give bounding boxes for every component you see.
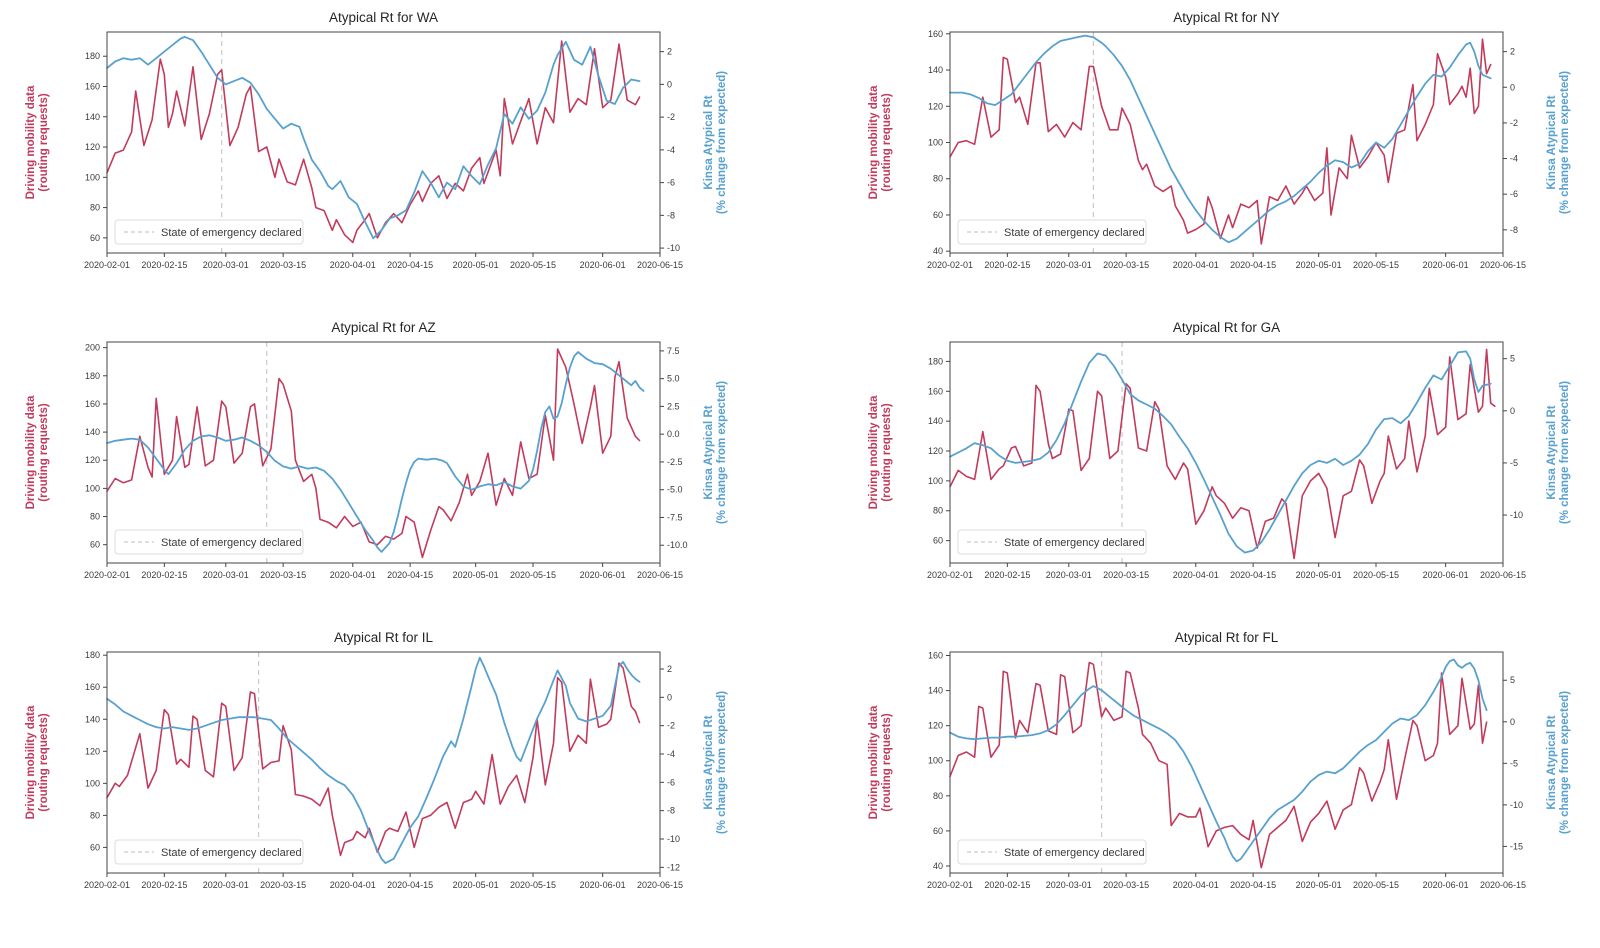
mobility-line <box>107 41 640 242</box>
right-tick-label: -10 <box>667 834 681 844</box>
left-tick-label: 100 <box>927 755 943 766</box>
right-tick-label: -6 <box>1510 189 1519 200</box>
x-tick-label: 2020-02-01 <box>83 260 131 270</box>
x-tick-label: 2020-05-15 <box>509 880 557 890</box>
right-tick-label: 0.0 <box>667 429 680 440</box>
right-tick-label: -2 <box>667 112 676 123</box>
legend-label: State of emergency declared <box>161 537 302 549</box>
x-tick-label: 2020-04-01 <box>1172 880 1219 890</box>
svg-text:Driving mobility data: Driving mobility data <box>25 705 37 820</box>
left-tick-label: 60 <box>932 535 943 546</box>
left-axis-label <box>25 705 50 819</box>
x-tick-label: 2020-02-01 <box>926 570 974 580</box>
left-tick-label: 120 <box>927 101 943 112</box>
legend-label: State of emergency declared <box>1004 227 1145 239</box>
left-tick-label: 80 <box>932 790 943 801</box>
kinsa-line <box>107 352 644 552</box>
kinsa-line <box>950 351 1491 552</box>
x-tick-label: 2020-06-15 <box>1479 570 1527 580</box>
right-tick-label: -10 <box>667 243 681 254</box>
svg-text:(% change from expected): (% change from expected) <box>716 380 728 525</box>
x-tick-label: 2020-02-15 <box>141 880 188 890</box>
right-axis-label <box>1546 691 1571 834</box>
x-tick-label: 2020-04-15 <box>387 570 434 580</box>
left-tick-label: 100 <box>84 483 100 494</box>
legend <box>958 530 1146 554</box>
right-tick-label: 2 <box>667 664 673 674</box>
x-tick-label: 2020-05-15 <box>509 260 557 270</box>
right-tick-label: -8 <box>667 210 676 221</box>
x-tick-label: 2020-02-15 <box>984 880 1031 890</box>
right-tick-label: 0 <box>1510 82 1516 93</box>
left-tick-label: 40 <box>932 860 943 871</box>
kinsa-line <box>107 658 640 863</box>
x-tick-label: 2020-03-01 <box>202 570 249 580</box>
x-tick-label: 2020-05-15 <box>1352 260 1400 270</box>
x-tick-label: 2020-03-01 <box>1045 880 1092 890</box>
x-tick-label: 2020-06-01 <box>579 570 626 580</box>
right-tick-label: -2 <box>1510 117 1519 128</box>
right-axis-label <box>703 691 728 834</box>
x-tick-label: 2020-05-01 <box>1295 570 1342 580</box>
x-tick-label: 2020-06-15 <box>1479 260 1527 270</box>
legend-label: State of emergency declared <box>1004 847 1145 859</box>
x-tick-label: 2020-02-01 <box>83 570 131 580</box>
x-tick-label: 2020-04-01 <box>329 570 376 580</box>
right-tick-label: -8 <box>667 805 676 816</box>
left-tick-label: 120 <box>927 720 943 731</box>
legend <box>115 840 303 864</box>
x-tick-label: 2020-03-15 <box>260 260 307 270</box>
right-axis-label <box>703 381 728 524</box>
left-tick-label: 160 <box>84 682 100 693</box>
svg-text:(% change from expected): (% change from expected) <box>716 70 728 215</box>
right-tick-label: 2 <box>667 46 673 57</box>
left-axis-label <box>868 85 893 199</box>
left-tick-label: 80 <box>932 505 943 516</box>
left-tick-label: 160 <box>84 81 100 92</box>
x-tick-label: 2020-05-15 <box>509 570 557 580</box>
right-tick-label: 5.0 <box>667 373 680 384</box>
svg-text:Driving mobility data: Driving mobility data <box>868 395 880 510</box>
left-tick-label: 80 <box>932 173 943 184</box>
right-tick-label: 0 <box>1510 716 1516 727</box>
x-tick-label: 2020-03-15 <box>260 570 307 580</box>
left-tick-label: 160 <box>927 28 943 39</box>
left-tick-label: 140 <box>84 111 100 122</box>
x-tick-label: 2020-05-01 <box>1295 260 1342 270</box>
chart-fl <box>855 626 1590 916</box>
right-tick-label: -2 <box>667 720 676 731</box>
svg-text:Kinsa Atypical Rt: Kinsa Atypical Rt <box>1546 95 1558 190</box>
svg-text:(% change from expected): (% change from expected) <box>1559 380 1571 525</box>
legend <box>115 220 303 244</box>
chart-title: Atypical Rt for IL <box>333 630 434 645</box>
x-tick-label: 2020-06-01 <box>579 880 626 890</box>
x-tick-label: 2020-02-15 <box>141 260 188 270</box>
x-tick-label: 2020-05-15 <box>1352 570 1400 580</box>
left-axis-label <box>25 85 50 199</box>
x-tick-label: 2020-06-01 <box>1422 570 1469 580</box>
left-tick-label: 100 <box>927 137 943 148</box>
x-tick-label: 2020-06-01 <box>1422 880 1469 890</box>
right-tick-label: -10.0 <box>667 540 688 551</box>
x-tick-label: 2020-03-01 <box>1045 570 1092 580</box>
mobility-line <box>950 350 1495 559</box>
left-tick-label: 160 <box>927 386 943 397</box>
right-tick-label: -4 <box>667 144 676 155</box>
right-tick-label: -10 <box>1510 799 1524 810</box>
left-axis-label <box>868 395 893 509</box>
left-tick-label: 120 <box>84 142 100 153</box>
svg-text:Driving mobility data: Driving mobility data <box>868 85 880 200</box>
left-axis-label <box>868 705 893 819</box>
x-tick-label: 2020-06-15 <box>636 880 684 890</box>
left-tick-label: 180 <box>84 650 100 661</box>
right-tick-label: -8 <box>1510 224 1519 235</box>
x-tick-label: 2020-06-15 <box>1479 880 1527 890</box>
x-tick-label: 2020-03-15 <box>1103 570 1150 580</box>
svg-text:(% change from expected): (% change from expected) <box>716 690 728 835</box>
x-tick-label: 2020-02-15 <box>984 260 1031 270</box>
chart-wa <box>12 6 747 296</box>
right-tick-label: 2 <box>1510 46 1516 57</box>
right-tick-label: -10 <box>1510 510 1524 521</box>
right-tick-label: -5.0 <box>667 484 683 495</box>
left-tick-label: 60 <box>932 825 943 836</box>
left-tick-label: 80 <box>89 511 100 522</box>
right-axis-label <box>1546 381 1571 524</box>
right-tick-label: -15 <box>1510 841 1524 852</box>
x-tick-label: 2020-02-15 <box>141 570 188 580</box>
svg-text:Driving mobility data: Driving mobility data <box>25 85 37 200</box>
x-tick-label: 2020-03-15 <box>1103 880 1150 890</box>
svg-text:(routing requests): (routing requests) <box>38 93 50 192</box>
left-tick-label: 160 <box>927 650 943 661</box>
x-tick-label: 2020-04-01 <box>1172 570 1219 580</box>
svg-text:(% change from expected): (% change from expected) <box>1559 690 1571 835</box>
left-tick-label: 60 <box>89 842 100 853</box>
left-tick-label: 60 <box>932 209 943 220</box>
right-tick-label: 2.5 <box>667 401 680 412</box>
svg-text:(routing requests): (routing requests) <box>38 713 50 812</box>
mobility-line <box>950 663 1487 868</box>
x-tick-label: 2020-03-01 <box>1045 260 1092 270</box>
legend-label: State of emergency declared <box>161 227 302 239</box>
chart-title: Atypical Rt for AZ <box>331 320 436 335</box>
x-tick-label: 2020-02-01 <box>926 260 974 270</box>
right-tick-label: -4 <box>1510 153 1519 164</box>
left-tick-label: 100 <box>927 475 943 486</box>
right-tick-label: 0 <box>667 692 673 703</box>
legend <box>115 530 303 554</box>
x-tick-label: 2020-04-15 <box>1230 880 1277 890</box>
x-tick-label: 2020-06-01 <box>579 260 626 270</box>
right-tick-label: -5 <box>1510 457 1519 468</box>
x-tick-label: 2020-03-15 <box>260 880 307 890</box>
x-tick-label: 2020-05-01 <box>1295 880 1342 890</box>
chart-title: Atypical Rt for WA <box>328 10 439 25</box>
x-tick-label: 2020-04-01 <box>1172 260 1219 270</box>
left-tick-label: 80 <box>89 202 100 213</box>
kinsa-line <box>950 660 1487 862</box>
chart-title: Atypical Rt for FL <box>1174 630 1279 645</box>
left-tick-label: 180 <box>84 370 100 381</box>
x-tick-label: 2020-05-15 <box>1352 880 1400 890</box>
svg-text:Kinsa Atypical Rt: Kinsa Atypical Rt <box>1546 405 1558 500</box>
chart-il <box>12 626 747 916</box>
left-tick-label: 100 <box>84 778 100 789</box>
x-tick-label: 2020-04-01 <box>329 880 376 890</box>
right-tick-label: -5 <box>1510 758 1519 769</box>
left-axis-label <box>25 395 50 509</box>
chart-title: Atypical Rt for NY <box>1173 10 1280 25</box>
chart-ga <box>855 316 1590 606</box>
right-tick-label: -7.5 <box>667 512 683 523</box>
left-tick-label: 140 <box>84 427 100 438</box>
right-tick-label: 5 <box>1510 353 1516 364</box>
chart-az <box>12 316 747 606</box>
svg-text:(routing requests): (routing requests) <box>881 713 893 812</box>
left-tick-label: 140 <box>927 416 943 427</box>
legend-label: State of emergency declared <box>161 847 302 859</box>
x-tick-label: 2020-02-01 <box>926 880 974 890</box>
svg-text:(routing requests): (routing requests) <box>881 93 893 192</box>
svg-text:(routing requests): (routing requests) <box>881 403 893 502</box>
mobility-line <box>107 349 640 557</box>
legend-label: State of emergency declared <box>1004 537 1145 549</box>
svg-text:(% change from expected): (% change from expected) <box>1559 70 1571 215</box>
left-tick-label: 200 <box>84 342 100 353</box>
left-tick-label: 120 <box>84 746 100 757</box>
x-tick-label: 2020-04-15 <box>387 260 434 270</box>
kinsa-line <box>950 36 1491 243</box>
x-tick-label: 2020-03-01 <box>202 260 249 270</box>
chart-title: Atypical Rt for GA <box>1172 320 1281 335</box>
right-tick-label: 5 <box>1510 675 1516 686</box>
x-tick-label: 2020-04-01 <box>329 260 376 270</box>
svg-text:Driving mobility data: Driving mobility data <box>868 705 880 820</box>
x-tick-label: 2020-04-15 <box>387 880 434 890</box>
left-tick-label: 60 <box>89 232 100 243</box>
left-tick-label: 40 <box>932 246 943 257</box>
x-tick-label: 2020-02-01 <box>83 880 131 890</box>
left-tick-label: 60 <box>89 539 100 550</box>
right-tick-label: -6 <box>667 177 676 188</box>
chart-ny <box>855 6 1590 296</box>
x-tick-label: 2020-03-01 <box>202 880 249 890</box>
legend <box>958 840 1146 864</box>
svg-text:Kinsa Atypical Rt: Kinsa Atypical Rt <box>703 715 715 810</box>
x-tick-label: 2020-06-15 <box>636 570 684 580</box>
left-tick-label: 100 <box>84 172 100 183</box>
x-tick-label: 2020-04-15 <box>1230 570 1277 580</box>
x-tick-label: 2020-04-15 <box>1230 260 1277 270</box>
right-tick-label: -4 <box>667 749 676 759</box>
x-tick-label: 2020-05-01 <box>452 880 499 890</box>
right-tick-label: -6 <box>667 777 676 788</box>
right-tick-label: -12 <box>667 862 681 873</box>
left-tick-label: 180 <box>927 356 943 367</box>
right-axis-label <box>703 71 728 214</box>
left-tick-label: 120 <box>927 446 943 457</box>
left-tick-label: 80 <box>89 810 100 821</box>
svg-text:Kinsa Atypical Rt: Kinsa Atypical Rt <box>1546 715 1558 810</box>
x-tick-label: 2020-03-15 <box>1103 260 1150 270</box>
svg-text:Driving mobility data: Driving mobility data <box>25 395 37 510</box>
svg-text:Kinsa Atypical Rt: Kinsa Atypical Rt <box>703 405 715 500</box>
svg-text:(routing requests): (routing requests) <box>38 403 50 502</box>
x-tick-label: 2020-06-01 <box>1422 260 1469 270</box>
right-axis-label <box>1546 71 1571 214</box>
right-tick-label: 0 <box>1510 405 1516 416</box>
x-tick-label: 2020-06-15 <box>636 260 684 270</box>
right-tick-label: 7.5 <box>667 345 680 356</box>
left-tick-label: 180 <box>84 51 100 62</box>
mobility-line <box>107 663 640 855</box>
left-tick-label: 120 <box>84 455 100 466</box>
left-tick-label: 140 <box>927 65 943 76</box>
x-tick-label: 2020-02-15 <box>984 570 1031 580</box>
left-tick-label: 140 <box>927 685 943 696</box>
legend <box>958 220 1146 244</box>
right-tick-label: -2.5 <box>667 456 683 467</box>
left-tick-label: 160 <box>84 398 100 409</box>
left-tick-label: 140 <box>84 714 100 725</box>
x-tick-label: 2020-05-01 <box>452 260 499 270</box>
x-tick-label: 2020-05-01 <box>452 570 499 580</box>
right-tick-label: 0 <box>667 79 673 90</box>
svg-text:Kinsa Atypical Rt: Kinsa Atypical Rt <box>703 95 715 190</box>
